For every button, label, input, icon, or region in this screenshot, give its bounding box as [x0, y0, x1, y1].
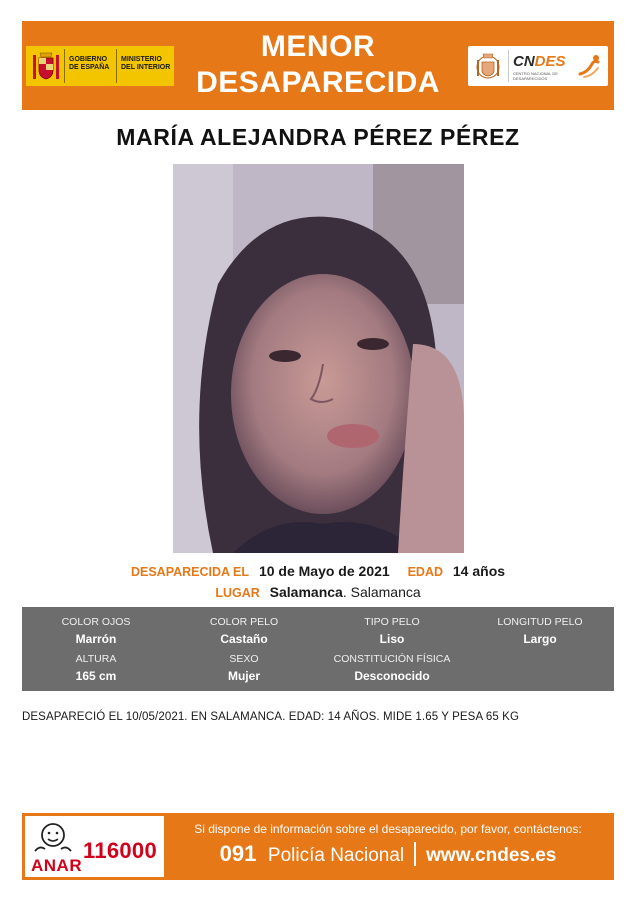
- spain-coat-of-arms-icon: [29, 49, 63, 83]
- feature-sex: SEXO Mujer: [227, 653, 260, 683]
- website-link[interactable]: www.cndes.es: [426, 845, 557, 866]
- missing-date-age-line: [0, 563, 636, 579]
- missing-date-label: DESAPARECIDA EL: [130, 565, 250, 579]
- child-face-icon: [32, 821, 74, 857]
- age-label: EDAD: [407, 565, 443, 579]
- anar-phone: 116000: [83, 838, 157, 863]
- contact-info-text: Si dispone de información sobre el desaparecido, por favor, contáctenos:: [194, 822, 582, 836]
- person-name: MARÍA ALEJANDRA PÉREZ PÉREZ: [116, 124, 520, 150]
- feature-eye-color: COLOR OJOS Marrón: [61, 616, 131, 646]
- separator-bar: [414, 842, 416, 866]
- cndes-subtitle: CENTRO NACIONAL DE DESAPARECIDOS: [513, 71, 558, 81]
- royal-seal-icon: [472, 50, 504, 82]
- person-swirl-icon: [576, 52, 604, 80]
- age-value: 14 años: [452, 563, 506, 579]
- place-line: LUGAR Salamanca. Salamanca: [215, 584, 421, 600]
- place-city: Salamanca: [269, 584, 343, 600]
- feature-height: ALTURA 165 cm: [75, 653, 117, 683]
- contact-line: [166, 841, 610, 867]
- anar-wordmark: ANAR: [31, 856, 83, 875]
- feature-build: CONSTITUCIÓN FÍSICA Desconocido: [333, 653, 451, 683]
- ministry-logo-text: MINISTERIO DEL INTERIOR: [121, 56, 171, 71]
- header-banner: [22, 21, 614, 110]
- police-name: Policía Nacional: [267, 845, 405, 866]
- poster-title: [172, 29, 464, 101]
- missing-date-value: 10 de Mayo de 2021: [258, 563, 390, 579]
- physical-features-box: [22, 607, 614, 691]
- contact-footer: [22, 813, 614, 880]
- title-line-2: DESAPARECIDA: [196, 66, 440, 99]
- feature-hair-color: COLOR PELO Castaño: [209, 616, 279, 646]
- police-phone: 091: [219, 841, 257, 866]
- place-label: LUGAR: [215, 586, 260, 600]
- place-province: Salamanca: [350, 584, 421, 600]
- anar-logo: [25, 816, 164, 877]
- cndes-wordmark: CNDES: [513, 53, 566, 70]
- disappearance-summary: DESAPARECIÓ EL 10/05/2021. EN SALAMANCA. EDAD: 14 AÑOS. MIDE 1.65 Y PESA 65 KG: [22, 711, 519, 723]
- feature-hair-type: TIPO PELO Liso: [364, 616, 420, 646]
- feature-hair-length: LONGITUD PELO Largo: [497, 616, 583, 646]
- missing-person-photo: [173, 164, 464, 553]
- gov-logo-text: GOBIERNO DE ESPAÑA: [69, 56, 110, 71]
- cndes-logo: [468, 46, 608, 86]
- title-line-1: MENOR: [260, 30, 376, 63]
- gobierno-espana-logo: [26, 46, 174, 86]
